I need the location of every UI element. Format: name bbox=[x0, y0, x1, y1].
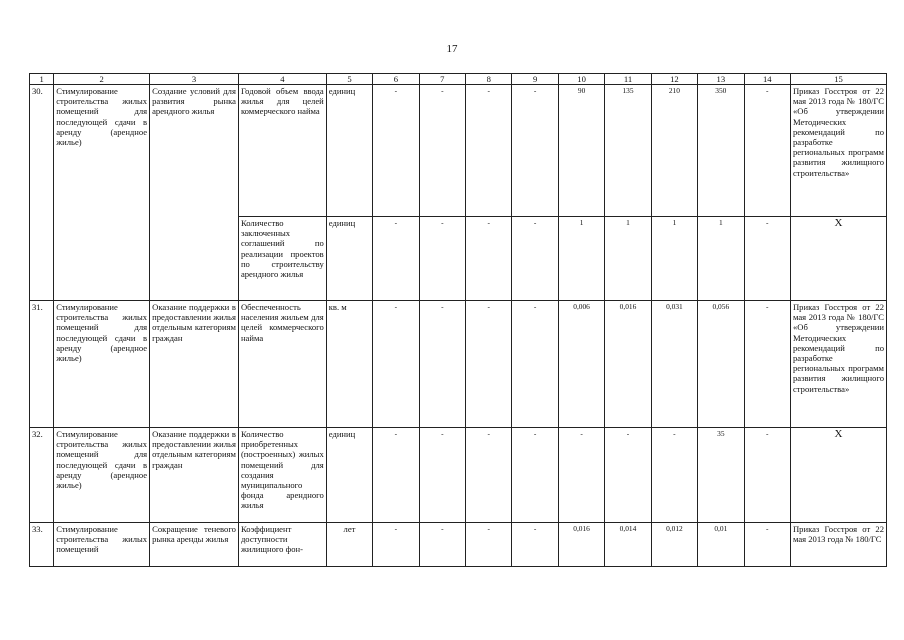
source-cell: Приказ Госстроя от 22 мая 2013 года № 180/ГС «Об утверждении Методических рекомендаций по разработке региональных программ развития жилищного строительства» bbox=[790, 85, 886, 217]
task-cell: Оказание поддержки в предоставлении жилья отдельным категориям граждан bbox=[150, 428, 239, 523]
value-cell: - bbox=[558, 428, 604, 523]
row-number: 31. bbox=[30, 301, 54, 428]
value-cell: 0,014 bbox=[605, 523, 651, 567]
value-cell: - bbox=[744, 85, 790, 217]
value-cell: - bbox=[419, 85, 465, 217]
source-cell: Приказ Госстроя от 22 мая 2013 года № 180/ГС «Об утверждении Методических рекомендаций по разработке региональных программ развития жилищного строительства» bbox=[790, 301, 886, 428]
row-number: 32. bbox=[30, 428, 54, 523]
value-cell: 0,006 bbox=[558, 301, 604, 428]
unit-cell: лет bbox=[326, 523, 372, 567]
value-cell: 1 bbox=[698, 217, 744, 301]
value-cell: - bbox=[466, 217, 512, 301]
value-cell: - bbox=[512, 85, 558, 217]
goal-cell: Стимулирование строительства жилых помещений для последующей сдачи в аренду (арендное жилье) bbox=[54, 301, 150, 428]
table-row bbox=[30, 523, 887, 567]
header-cell: 4 bbox=[238, 74, 326, 85]
value-cell: 90 bbox=[558, 85, 604, 217]
task-cell: Оказание поддержки в предоставлении жилья отдельным категориям граждан bbox=[150, 301, 239, 428]
source-cell: Х bbox=[790, 217, 886, 301]
source-cell: Х bbox=[790, 428, 886, 523]
header-cell: 2 bbox=[54, 74, 150, 85]
unit-cell: единиц bbox=[326, 85, 372, 217]
value-cell: - bbox=[419, 301, 465, 428]
table-row bbox=[30, 301, 887, 428]
row-number: 33. bbox=[30, 523, 54, 567]
value-cell: 1 bbox=[605, 217, 651, 301]
value-cell: - bbox=[512, 523, 558, 567]
value-cell: 210 bbox=[651, 85, 697, 217]
value-cell: - bbox=[466, 523, 512, 567]
header-cell: 7 bbox=[419, 74, 465, 85]
value-cell: - bbox=[651, 428, 697, 523]
value-cell: - bbox=[373, 85, 419, 217]
value-cell: - bbox=[419, 428, 465, 523]
header-cell: 11 bbox=[605, 74, 651, 85]
row-number: 30. bbox=[30, 85, 54, 301]
page-number: 17 bbox=[446, 43, 458, 55]
value-cell: - bbox=[744, 217, 790, 301]
value-cell: 350 bbox=[698, 85, 744, 217]
unit-cell: единиц bbox=[326, 217, 372, 301]
task-cell: Создание условий для развития рынка арендного жилья bbox=[150, 85, 239, 301]
value-cell: - bbox=[512, 428, 558, 523]
header-cell: 14 bbox=[744, 74, 790, 85]
value-cell: - bbox=[512, 301, 558, 428]
value-cell: - bbox=[419, 523, 465, 567]
value-cell: 1 bbox=[558, 217, 604, 301]
indicator-name: Обеспеченность населения жильем для целей коммерческого найма bbox=[238, 301, 326, 428]
value-cell: - bbox=[419, 217, 465, 301]
header-cell: 1 bbox=[30, 74, 54, 85]
header-cell: 6 bbox=[373, 74, 419, 85]
value-cell: - bbox=[512, 217, 558, 301]
table-row bbox=[30, 85, 887, 217]
value-cell: - bbox=[373, 523, 419, 567]
unit-cell: единиц bbox=[326, 428, 372, 523]
value-cell: - bbox=[373, 428, 419, 523]
value-cell: - bbox=[466, 85, 512, 217]
table-row bbox=[30, 428, 887, 523]
value-cell: 1 bbox=[651, 217, 697, 301]
goal-cell: Стимулирование строительства жилых помещений bbox=[54, 523, 150, 567]
value-cell: 0,012 bbox=[651, 523, 697, 567]
goal-cell: Стимулирование строительства жилых помещений для последующей сдачи в аренду (арендное жилье) bbox=[54, 428, 150, 523]
header-cell: 10 bbox=[558, 74, 604, 85]
value-cell: - bbox=[466, 301, 512, 428]
value-cell: - bbox=[373, 217, 419, 301]
value-cell: - bbox=[744, 428, 790, 523]
indicator-name: Количество заключенных соглашений по реализации проектов по строительству арендного жилья bbox=[238, 217, 326, 301]
goal-cell: Стимулирование строительства жилых помещений для последующей сдачи в аренду (арендное жилье) bbox=[54, 85, 150, 301]
value-cell: - bbox=[605, 428, 651, 523]
header-cell: 8 bbox=[466, 74, 512, 85]
value-cell: - bbox=[466, 428, 512, 523]
indicator-name: Годовой объем ввода жилья для целей коммерческого найма bbox=[238, 85, 326, 217]
value-cell: 35 bbox=[698, 428, 744, 523]
header-cell: 12 bbox=[651, 74, 697, 85]
indicators-table bbox=[29, 73, 887, 567]
header-cell: 9 bbox=[512, 74, 558, 85]
header-cell: 5 bbox=[326, 74, 372, 85]
value-cell: 0,01 bbox=[698, 523, 744, 567]
value-cell: 0,031 bbox=[651, 301, 697, 428]
source-cell: Приказ Госстроя от 22 мая 2013 года № 180/ГС bbox=[790, 523, 886, 567]
header-cell: 3 bbox=[150, 74, 239, 85]
unit-cell: кв. м bbox=[326, 301, 372, 428]
value-cell: - bbox=[744, 523, 790, 567]
header-cell: 13 bbox=[698, 74, 744, 85]
value-cell: 0,056 bbox=[698, 301, 744, 428]
value-cell: - bbox=[373, 301, 419, 428]
value-cell: 135 bbox=[605, 85, 651, 217]
header-row bbox=[30, 74, 887, 85]
value-cell: 0,016 bbox=[558, 523, 604, 567]
value-cell: 0,016 bbox=[605, 301, 651, 428]
header-cell: 15 bbox=[790, 74, 886, 85]
value-cell: - bbox=[744, 301, 790, 428]
indicator-name: Количество приобретенных (построенных) жилых помещений для создания муниципального фонда арендного жилья bbox=[238, 428, 326, 523]
indicator-name: Коэффициент доступности жилищного фон- bbox=[238, 523, 326, 567]
task-cell: Сокращение теневого рынка аренды жилья bbox=[150, 523, 239, 567]
